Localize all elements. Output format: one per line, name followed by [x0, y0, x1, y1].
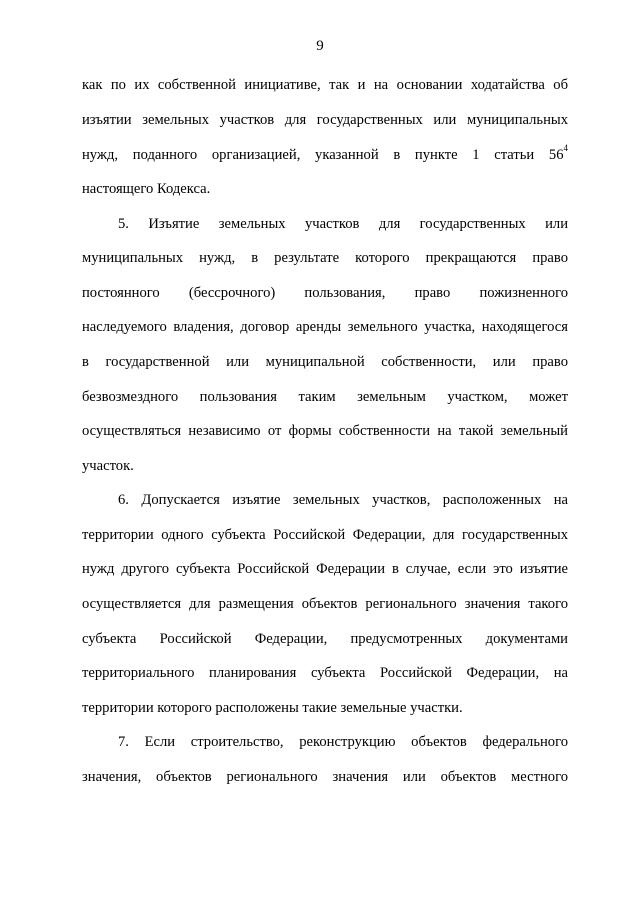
paragraph-7-line-1: 7. Если строительство, реконструкцию объектов федерального: [118, 734, 568, 750]
paragraph-5-line-1: 5. Изъятие земельных участков для государственных или: [118, 216, 568, 232]
paragraph-7-line-2: значения, объектов регионального значения или объектов местного: [82, 769, 568, 785]
page-number: 9: [316, 38, 324, 54]
article-superscript: 4: [563, 143, 568, 154]
paragraph-6-line-2: территории одного субъекта Российской Федерации, для государственных: [82, 527, 568, 543]
paragraph-5-line-2: муниципальных нужд, в результате которого прекращаются право: [82, 250, 568, 266]
paragraph-1-line-4: настоящего Кодекса.: [82, 181, 211, 197]
paragraph-1-line-2: изъятии земельных участков для государственных или муниципальных: [82, 112, 568, 128]
paragraph-1-line-1: как по их собственной инициативе, так и на основании ходатайства об: [82, 77, 568, 93]
paragraph-5-line-7: осуществляться независимо от формы собственности на такой земельный: [82, 423, 568, 439]
paragraph-5-line-4: наследуемого владения, договор аренды земельного участка, находящегося: [82, 319, 568, 335]
paragraph-6-line-3: нужд другого субъекта Российской Федерации в случае, если это изъятие: [82, 561, 568, 577]
paragraph-5-line-5: в государственной или муниципальной собственности, или право: [82, 354, 568, 370]
paragraph-1-line-3-text: нужд, поданного организацией, указанной в пункте 1 статьи 56: [82, 147, 564, 163]
paragraph-5-line-6: безвозмездного пользования таким земельным участком, может: [82, 389, 568, 405]
paragraph-5-line-3: постоянного (бессрочного) пользования, право пожизненного: [82, 285, 568, 301]
paragraph-6-line-5: субъекта Российской Федерации, предусмотренных документами: [82, 631, 568, 647]
paragraph-6-line-4: осуществляется для размещения объектов регионального значения такого: [82, 596, 568, 612]
paragraph-1-line-3: [82, 143, 568, 164]
paragraph-6-line-1: 6. Допускается изъятие земельных участков, расположенных на: [118, 492, 568, 508]
paragraph-5-line-8: участок.: [82, 458, 134, 474]
paragraph-6-line-6: территориального планирования субъекта Российской Федерации, на: [82, 665, 568, 681]
paragraph-6-line-7: территории которого расположены такие земельные участки.: [82, 700, 463, 716]
